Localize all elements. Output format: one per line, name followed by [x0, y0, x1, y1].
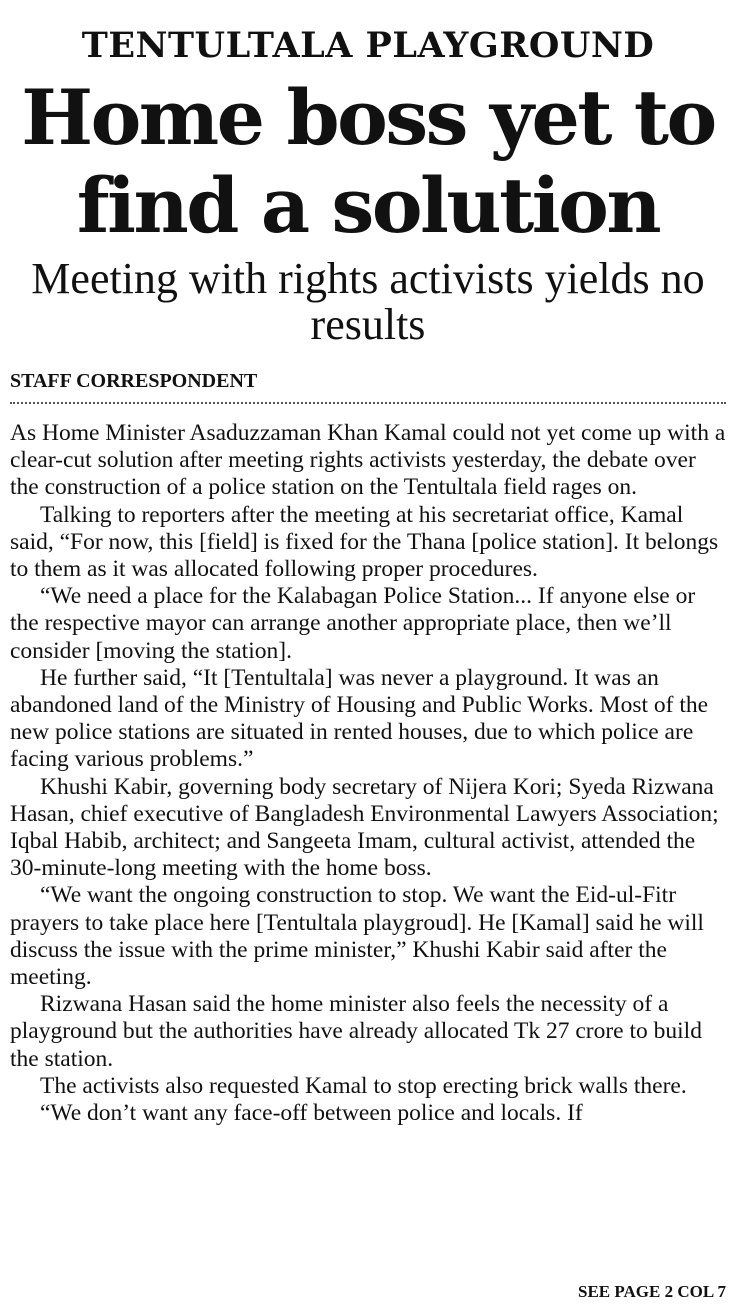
paragraph: “We want the ongoing construction to stop. We want the Eid-ul-Fitr prayers to take place here [Tentultala playgroud]. He [Kamal] said he will discuss the issue with the prime minister,” Khushi Kabir said after the meeting.: [10, 882, 704, 991]
article-body: [10, 420, 726, 1127]
continuation-reference: SEE PAGE 2 COL 7: [578, 1282, 726, 1301]
subheadline: Meeting with rights activists yields no results: [31, 254, 705, 349]
paragraph: “We need a place for the Kalabagan Police Station... If anyone else or the respective mayor can arrange another appropriate place, then we’ll consider [moving the station].: [10, 583, 696, 664]
paragraph: The activists also requested Kamal to stop erecting brick walls there.: [40, 1072, 687, 1099]
paragraph: As Home Minister Asaduzzaman Khan Kamal could not yet come up with a clear-cut solution after meeting rights activists yesterday, the debate over the construction of a police station on the Tentultala field rages on.: [10, 420, 726, 501]
paragraph: Talking to reporters after the meeting at his secretariat office, Kamal said, “For now, this [field] is fixed for the Thana [police station]. It belongs to them as it was allocated following proper procedures.: [10, 501, 719, 583]
headline: Home boss yet to find a solution: [21, 73, 715, 250]
paragraph: Rizwana Hasan said the home minister also feels the necessity of a playground but the authorities have already allocated Tk 27 crore to build the station.: [10, 991, 702, 1072]
kicker: TENTULTALA PLAYGROUND: [81, 25, 655, 66]
paragraph: Khushi Kabir, governing body secretary of Nijera Kori; Syeda Rizwana Hasan, chief executive of Bangladesh Environmental Lawyers Association; Iqbal Habib, architect; and Sangeeta Imam, cultural activist, attended the 30-minute-long meeting with the home boss.: [10, 773, 719, 882]
paragraph: He further said, “It [Tentultala] was never a playground. It was an abandoned land of the Ministry of Housing and Public Works. Most of the new police stations are situated in rented houses, due to which police are facing various problems.”: [10, 664, 709, 773]
paragraph: “We don’t want any face-off between police and locals. If: [40, 1100, 583, 1127]
byline: STAFF CORRESPONDENT: [10, 370, 726, 404]
